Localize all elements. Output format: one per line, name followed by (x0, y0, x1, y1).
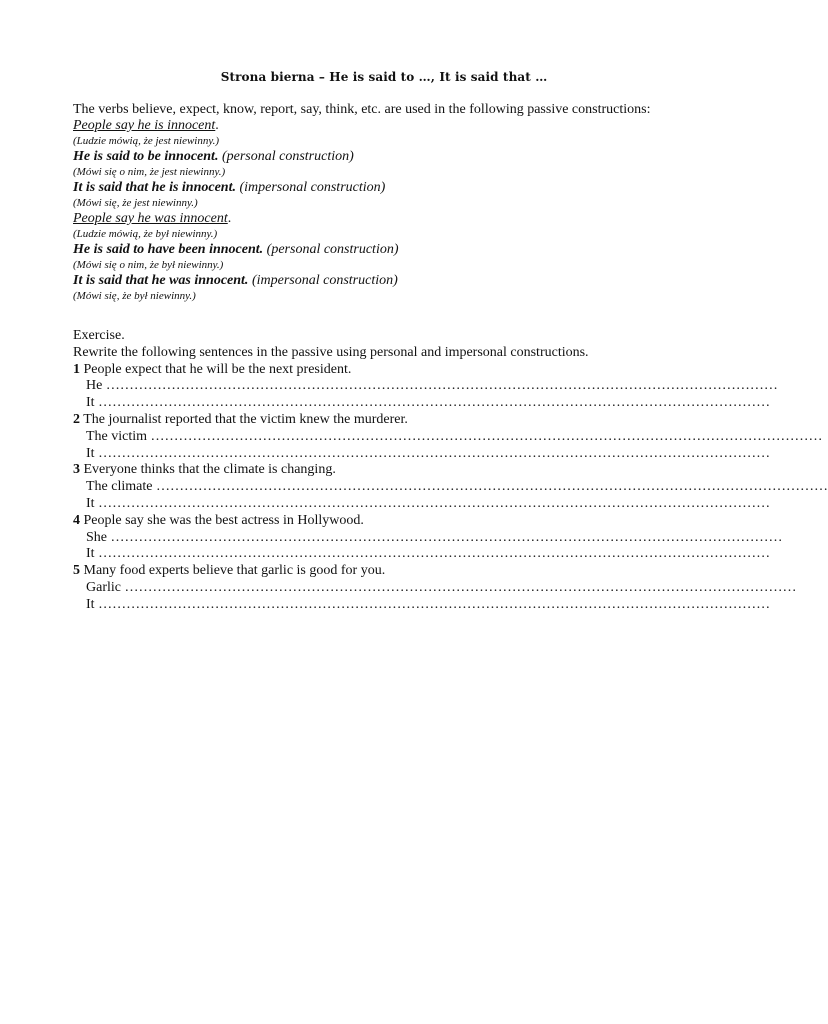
exercise-section (73, 328, 828, 614)
answer-dots: ……………………………………………………………………………………………………………………………… (94, 596, 771, 612)
example-personal-present: He is said to be innocent. (personal construction) (73, 149, 354, 164)
exercise-item (73, 563, 797, 613)
answer-dots: ……………………………………………………………………………………………………………………………… (102, 378, 778, 394)
exercise-sentence: 5 Many food experts believe that garlic is good for you. (73, 563, 386, 579)
answer-line-impersonal[interactable]: It ……………………………………………………………………………………………………………………………… (86, 445, 771, 461)
answer-dots: ……………………………………………………………………………………………………………………………… (147, 428, 823, 444)
exercise-sentence: 2 The journalist reported that the victim knew the murderer. (73, 411, 408, 427)
example-active-past: People say he was innocent. (73, 211, 232, 226)
answer-dots: ……………………………………………………………………………………………………………………………… (107, 529, 783, 545)
exercise-sentence: 3 Everyone thinks that the climate is changing. (73, 462, 336, 478)
example-active-present: People say he is innocent. (73, 118, 219, 133)
answer-dots: ……………………………………………………………………………………………………………………………… (94, 546, 771, 562)
answer-line-impersonal[interactable]: It ……………………………………………………………………………………………………………………………… (86, 596, 771, 612)
exercise-item (73, 411, 823, 462)
exercise-item (73, 361, 778, 412)
exercise-heading: Exercise. (73, 328, 125, 343)
answer-line-impersonal[interactable]: It ……………………………………………………………………………………………………………………………… (86, 395, 771, 411)
exercise-item (73, 512, 783, 563)
exercise-sentence: 1 People expect that he will be the next president. (73, 361, 352, 377)
answer-dots: ……………………………………………………………………………………………………………………………… (94, 445, 771, 461)
worksheet-title: Strona bierna – He is said to …, It is said that … (220, 70, 548, 84)
answer-line-personal[interactable]: She ……………………………………………………………………………………………………………………………… (86, 529, 783, 545)
example-impersonal-present: It is said that he is innocent. (impersonal construction) (73, 180, 386, 195)
example-translation: (Ludzie mówią, że jest niewinny.) (73, 134, 220, 147)
answer-dots: ……………………………………………………………………………………………………………………………… (120, 579, 797, 595)
example-translation: (Mówi się, że był niewinny.) (73, 289, 196, 302)
example-personal-past: He is said to have been innocent. (personal construction) (73, 242, 399, 257)
answer-line-personal[interactable]: The climate ……………………………………………………………………………………………………………………………… (86, 479, 828, 495)
exercise-sentence: 4 People say she was the best actress in Hollywood. (73, 512, 364, 528)
example-translation: (Ludzie mówią, że był niewinny.) (73, 227, 218, 240)
intro-paragraph: The verbs believe, expect, know, report, say, think, etc. are used in the following passive constructions: (73, 102, 651, 117)
example-translation: (Mówi się, że jest niewinny.) (73, 196, 198, 209)
answer-line-personal[interactable]: The victim ……………………………………………………………………………………………………………………………… (86, 428, 823, 444)
answer-line-personal[interactable]: Garlic ……………………………………………………………………………………………………………………………… (86, 579, 797, 595)
exercise-instruction: Rewrite the following sentences in the passive using personal and impersonal constructions. (73, 344, 589, 360)
answer-line-personal[interactable]: He ……………………………………………………………………………………………………………………………… (86, 378, 778, 394)
examples-block (73, 118, 695, 304)
example-impersonal-past: It is said that he was innocent. (impersonal construction) (73, 273, 398, 288)
answer-line-impersonal[interactable]: It ……………………………………………………………………………………………………………………………… (86, 546, 771, 562)
example-translation: (Mówi się o nim, że był niewinny.) (73, 258, 224, 271)
exercise-item (73, 462, 828, 512)
example-translation: (Mówi się o nim, że jest niewinny.) (73, 165, 226, 178)
answer-dots: ……………………………………………………………………………………………………………………………… (94, 495, 771, 511)
worksheet-page (73, 68, 828, 614)
answer-line-impersonal[interactable]: It ……………………………………………………………………………………………………………………………… (86, 495, 771, 511)
answer-dots: ……………………………………………………………………………………………………………………………… (94, 395, 771, 411)
answer-dots: ……………………………………………………………………………………………………………………………… (152, 479, 828, 495)
